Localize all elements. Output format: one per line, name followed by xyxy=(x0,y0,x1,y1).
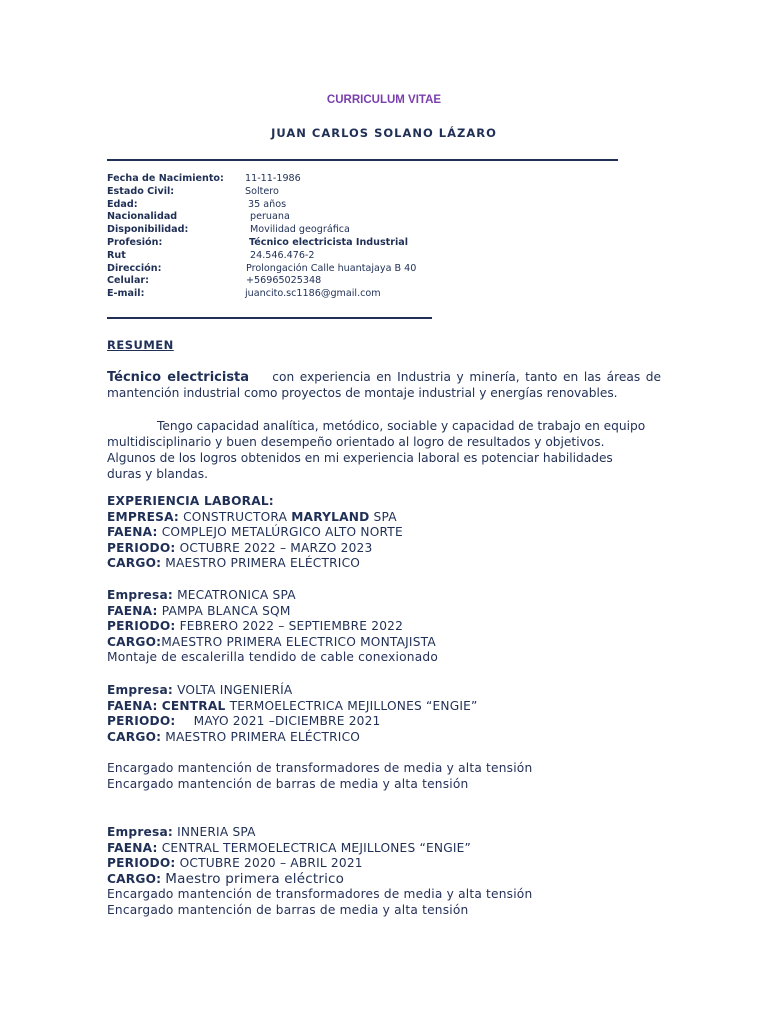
summary-paragraph-2 xyxy=(107,418,661,482)
summary-line: mantención industrial como proyectos de montaje industrial y energías renovables. xyxy=(107,386,618,400)
experience-block-3 xyxy=(107,683,532,792)
job-duty: Encargado mantención de transformadores de media y alta tensión xyxy=(107,760,533,775)
job-period: PERIODO: FEBRERO 2022 – SEPTIEMBRE 2022 xyxy=(107,619,404,634)
summary-profession: Técnico electricista xyxy=(107,370,250,385)
info-value: juancito.sc1186@gmail.com xyxy=(245,288,381,300)
job-note: Montaje de escalerilla tendido de cable conexionado xyxy=(107,650,438,665)
summary-paragraph-1 xyxy=(107,369,661,401)
job-company: Empresa: VOLTA INGENIERÍA xyxy=(107,683,293,697)
info-label: Fecha de Nacimiento: xyxy=(107,173,224,184)
info-value: Movilidad geográfica xyxy=(250,224,350,236)
job-period: PERIODO: OCTUBRE 2022 – MARZO 2023 xyxy=(107,540,373,555)
info-label: Nacionalidad xyxy=(107,211,178,223)
job-site: FAENA: CENTRAL TERMOELECTRICA MEJILLONES “ENGIE” xyxy=(107,840,472,855)
experience-block-2 xyxy=(107,588,438,666)
summary-line: multidisciplinario y buen desempeño orientado al logro de resultados y objetivos. xyxy=(107,435,605,449)
info-value: 24.546.476-2 xyxy=(250,249,315,261)
experience-block-4 xyxy=(107,825,532,919)
info-label: Edad: xyxy=(107,198,138,210)
info-value: Soltero xyxy=(245,185,279,197)
job-role: CARGO:MAESTRO PRIMERA ELECTRICO MONTAJISTA xyxy=(107,634,436,649)
info-value: Prolongación Calle huantajaya B 40 xyxy=(246,262,417,274)
info-label: Profesión: xyxy=(107,236,163,248)
job-site: FAENA: PAMPA BLANCA SQM xyxy=(107,603,291,618)
job-role: CARGO: Maestro primera eléctrico xyxy=(107,870,345,887)
experience-block-1 xyxy=(107,494,403,572)
info-value: Técnico electricista Industrial xyxy=(249,236,409,248)
candidate-name: JUAN CARLOS SOLANO LÁZARO xyxy=(271,126,497,140)
info-value: +56965025348 xyxy=(246,275,322,287)
job-duty: Encargado mantención de transformadores de media y alta tensión xyxy=(107,887,533,902)
job-role: CARGO: MAESTRO PRIMERA ELÉCTRICO xyxy=(107,556,361,571)
job-company: Empresa: MECATRONICA SPA xyxy=(107,588,296,602)
info-value: 11-11-1986 xyxy=(245,173,301,184)
job-company: EMPRESA: CONSTRUCTORA MARYLAND SPA xyxy=(107,509,397,524)
info-divider xyxy=(107,317,432,319)
summary-line: con experiencia en Industria y minería, tanto en las áreas de xyxy=(272,370,661,384)
summary-heading: RESUMEN xyxy=(107,338,174,352)
job-site: FAENA: CENTRAL TERMOELECTRICA MEJILLONES “ENGIE” xyxy=(107,698,478,713)
job-company: Empresa: INNERIA SPA xyxy=(107,825,256,839)
job-site: FAENA: COMPLEJO METALÚRGICO ALTO NORTE xyxy=(107,525,403,540)
info-label: Celular: xyxy=(107,275,149,287)
info-label: Dirección: xyxy=(107,262,162,274)
info-label: Disponibilidad: xyxy=(107,224,189,236)
job-period: PERIODO: MAYO 2021 –DICIEMBRE 2021 xyxy=(107,714,381,729)
document-title: CURRICULUM VITAE xyxy=(326,94,442,106)
experience-heading: EXPERIENCIA LABORAL: xyxy=(107,494,274,508)
header-divider xyxy=(107,159,618,161)
info-label: Estado Civil: xyxy=(107,185,175,197)
job-duty: Encargado mantención de barras de media y alta tensión xyxy=(107,776,469,791)
info-value: 35 años xyxy=(248,198,287,210)
job-duty: Encargado mantención de barras de media y alta tensión xyxy=(107,902,469,917)
summary-line: Algunos de los logros obtenidos en mi experiencia laboral es potenciar habilidades xyxy=(107,451,613,465)
job-role: CARGO: MAESTRO PRIMERA ELÉCTRICO xyxy=(107,729,361,744)
summary-line: duras y blandas. xyxy=(107,467,208,481)
info-value: peruana xyxy=(250,211,290,223)
summary-line: Tengo capacidad analítica, metódico, sociable y capacidad de trabajo en equipo xyxy=(157,419,646,433)
info-label: Rut xyxy=(107,249,126,261)
info-label: E-mail: xyxy=(107,288,145,300)
job-period: PERIODO: OCTUBRE 2020 – ABRIL 2021 xyxy=(107,856,363,871)
